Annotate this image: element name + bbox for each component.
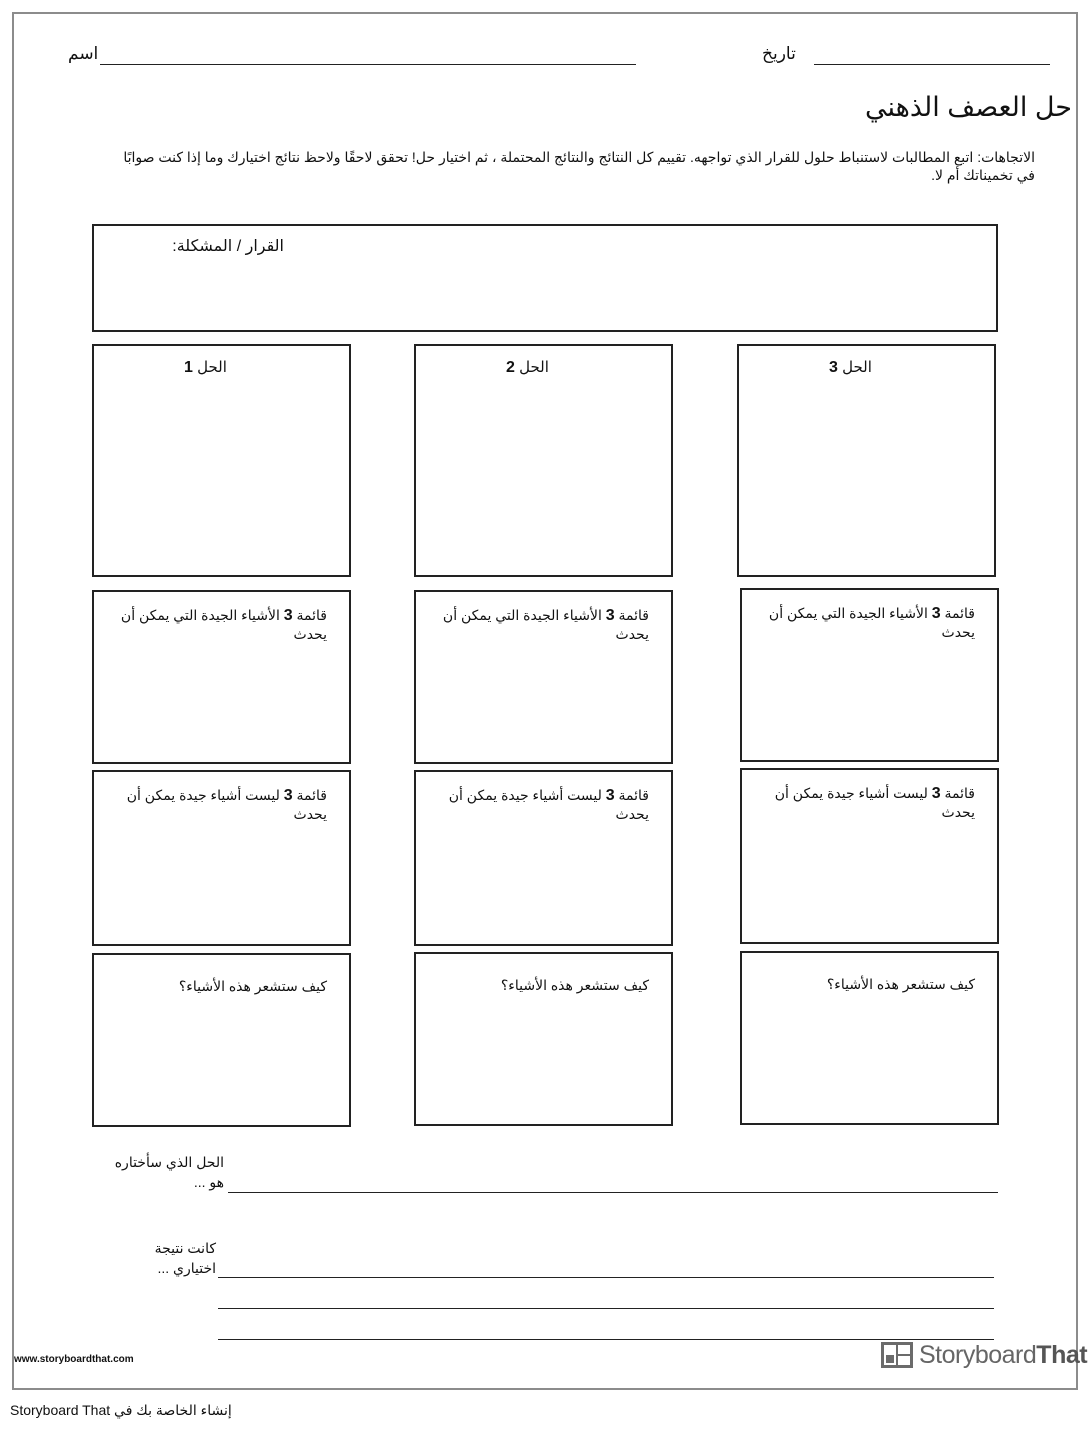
feelings-label: كيف ستشعر هذه الأشياء؟ <box>500 977 649 993</box>
good-things-box-1[interactable] <box>92 590 351 764</box>
good-things-label: قائمة 3 الأشياء الجيدة التي يمكن أن يحدث <box>120 607 327 642</box>
bad-things-label: قائمة 3 ليست أشياء جيدة يمكن أن يحدث <box>448 787 649 822</box>
solution-2-box[interactable] <box>414 344 673 577</box>
good-things-box-2[interactable] <box>414 590 673 764</box>
feelings-label: كيف ستشعر هذه الأشياء؟ <box>178 978 327 994</box>
directions-label: الاتجاهات: <box>977 149 1035 165</box>
result-line-3[interactable] <box>218 1339 994 1340</box>
feelings-box-2[interactable] <box>414 952 673 1126</box>
credit-text: إنشاء الخاصة بك في Storyboard That <box>10 1402 232 1418</box>
bad-things-box-1[interactable] <box>92 770 351 946</box>
solution-2-title: الحل 2 <box>506 359 549 376</box>
directions-text: اتبع المطالبات لاستنباط حلول للقرار الذي تواجهه. تقييم كل النتائج والنتائج المحتملة ، ثم اختيار حل! تحقق لاحقًا ولاحظ نتائج اختيارك وما إذا كنت صوابًا في تخميناتك أم لا. <box>123 149 1035 183</box>
solution-1-title: الحل 1 <box>184 359 227 376</box>
name-label: اسم <box>68 44 99 63</box>
chosen-solution-line[interactable] <box>228 1192 998 1193</box>
good-things-label: قائمة 3 الأشياء الجيدة التي يمكن أن يحدث <box>768 605 975 640</box>
storyboardthat-brand[interactable] <box>880 1338 1087 1372</box>
result-line-2[interactable] <box>218 1308 994 1309</box>
feelings-box-3[interactable] <box>740 951 999 1125</box>
brand-name: StoryboardThat <box>919 1340 1088 1369</box>
good-things-label: قائمة 3 الأشياء الجيدة التي يمكن أن يحدث <box>442 607 649 642</box>
bad-things-box-2[interactable] <box>414 770 673 946</box>
bad-things-box-3[interactable] <box>740 768 999 944</box>
problem-label: القرار / المشكلة: <box>172 238 284 255</box>
result-line-1[interactable] <box>218 1277 994 1278</box>
footer-url[interactable]: www.storyboardthat.com <box>14 1354 134 1365</box>
good-things-box-3[interactable] <box>740 588 999 762</box>
page-title: حل العصف الذهني <box>864 92 1072 122</box>
storyboard-logo-icon <box>880 1341 914 1369</box>
date-line[interactable] <box>814 64 1050 65</box>
solution-3-box[interactable] <box>737 344 996 577</box>
feelings-box-1[interactable] <box>92 953 351 1127</box>
chosen-solution-label: الحل الذي سأختاره هو ... <box>114 1154 224 1190</box>
date-label: تاريخ <box>762 44 796 63</box>
feelings-label: كيف ستشعر هذه الأشياء؟ <box>826 976 975 992</box>
name-line[interactable] <box>100 64 636 65</box>
bad-things-label: قائمة 3 ليست أشياء جيدة يمكن أن يحدث <box>774 785 975 820</box>
solution-1-box[interactable] <box>92 344 351 577</box>
problem-box[interactable] <box>92 224 998 332</box>
bad-things-label: قائمة 3 ليست أشياء جيدة يمكن أن يحدث <box>126 787 327 822</box>
solution-3-title: الحل 3 <box>829 359 872 376</box>
directions <box>110 148 1035 184</box>
result-label: كانت نتيجة اختياري ... <box>154 1240 216 1276</box>
